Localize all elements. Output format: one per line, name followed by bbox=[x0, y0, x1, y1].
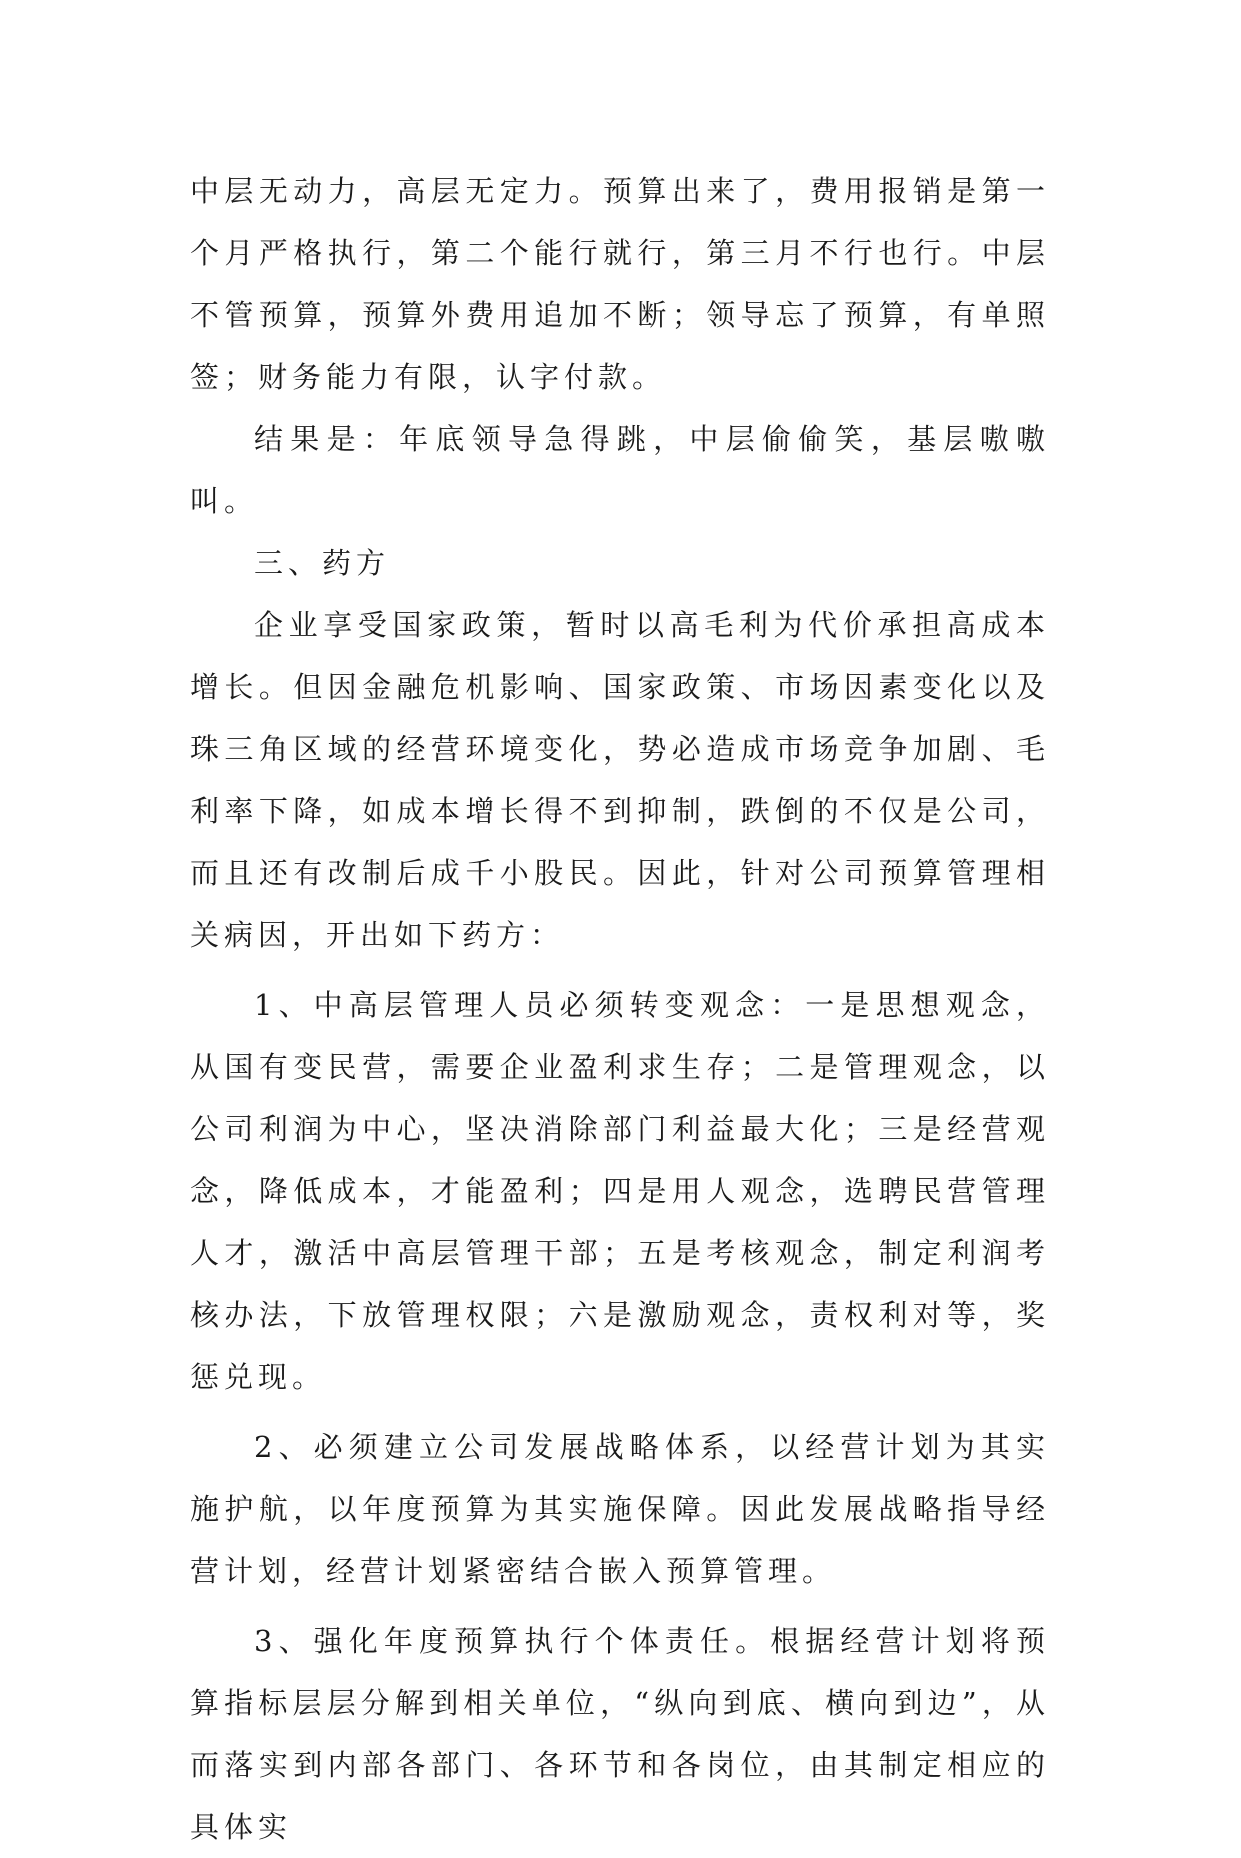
paragraph-item-2: 2、必须建立公司发展战略体系，以经营计划为其实施护航，以年度预算为其实施保障。因此发展战略指导经营计划，经营计划紧密结合嵌入预算管理。 bbox=[190, 1430, 1050, 1588]
paragraph-intro: 企业享受国家政策，暂时以高毛利为代价承担高成本增长。但因金融危机影响、国家政策、市场因素变化以及珠三角区域的经营环境变化，势必造成市场竞争加剧、毛利率下降，如成本增长得不到抑制，跌倒的不仅是公司，而且还有改制后成千小股民。因此，针对公司预算管理相关病因，开出如下药方： bbox=[190, 608, 1050, 952]
paragraph-continuation: 中层无动力，高层无定力。预算出来了，费用报销是第一个月严格执行，第二个能行就行，第三月不行也行。中层不管预算，预算外费用追加不断；领导忘了预算，有单照签；财务能力有限，认字付款。 bbox=[190, 174, 1050, 394]
section-heading-remedy: 三、药方 bbox=[254, 546, 391, 580]
paragraph-item-3: 3、强化年度预算执行个体责任。根据经营计划将预算指标层层分解到相关单位，“纵向到底、横向到边”，从而落实到内部各部门、各环节和各岗位，由其制定相应的具体实 bbox=[190, 1624, 1050, 1844]
paragraph-item-1: 1、中高层管理人员必须转变观念：一是思想观念，从国有变民营，需要企业盈利求生存；二是管理观念，以公司利润为中心，坚决消除部门利益最大化；三是经营观念，降低成本，才能盈利；四是用人观念，选聘民营管理人才，激活中高层管理干部；五是考核观念，制定利润考核办法，下放管理权限；六是激励观念，责权利对等，奖惩兑现。 bbox=[190, 988, 1050, 1394]
paragraph-result: 结果是：年底领导急得跳，中层偷偷笑，基层嗷嗷叫。 bbox=[190, 422, 1050, 518]
document-body bbox=[190, 160, 1050, 1858]
